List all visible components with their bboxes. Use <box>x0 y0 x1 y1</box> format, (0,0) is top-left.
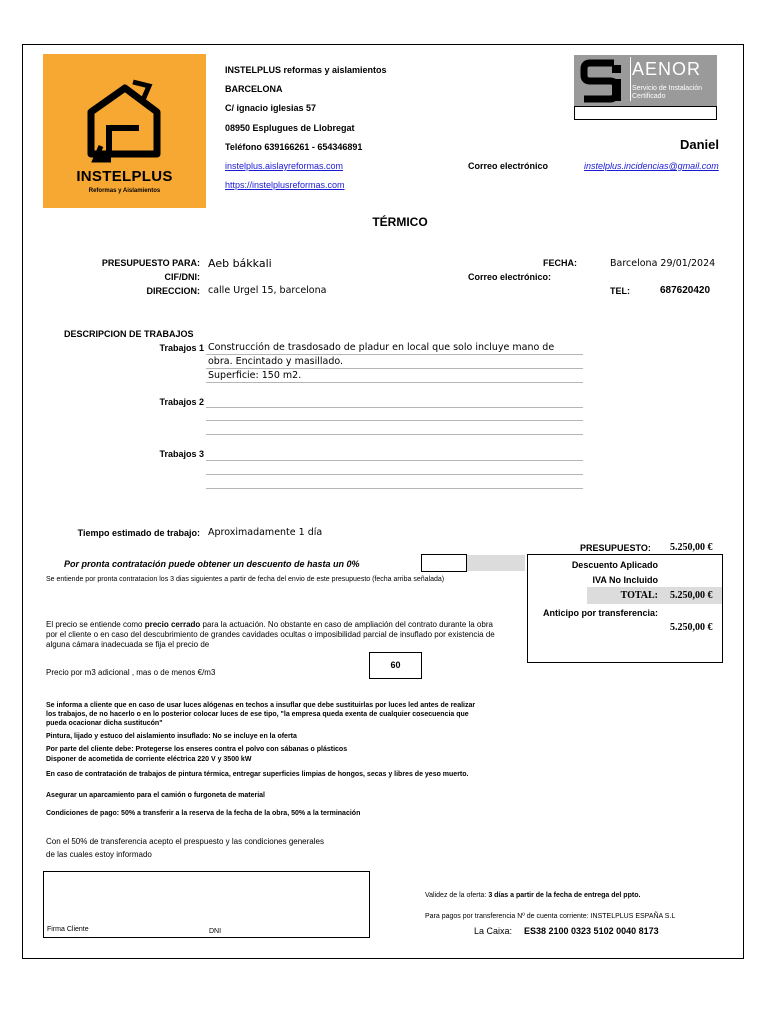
signature-box[interactable] <box>43 871 370 938</box>
condition-led-2: los trabajos, de no hacerlo o en lo posterior colocar luces de ese tipo, "la empresa queda exenta de cualquier cosecuencia que <box>46 711 469 718</box>
vat-label: IVA No Incluido <box>592 575 658 585</box>
condition-thermal-paint: En caso de contratación de trabajos de pintura térmica, entregar superficies limpias de hongos, secas y libres de yeso muerto. <box>46 771 469 778</box>
m3-price-label: Precio por m3 adicional , mas o de menos €/m3 <box>46 668 216 677</box>
budget-label: PRESUPUESTO: <box>580 543 651 553</box>
date-value: Barcelona 29/01/2024 <box>610 258 716 269</box>
company-logo <box>43 54 206 208</box>
advance-value: 5.250,00 € <box>670 622 713 633</box>
price-terms-line2: por el cliente o en caso del descubrimiento de grandes cavidades ocultas o imposibilidad parcial de insuflado por existencia de <box>46 630 495 639</box>
logo-title: INSTELPLUS <box>76 168 173 185</box>
works-3-rule <box>206 488 583 489</box>
budget-for-label: PRESUPUESTO PARA: <box>101 258 200 268</box>
works-1-label: Trabajos 1 <box>159 343 204 353</box>
cif-label: CIF/DNI: <box>164 272 200 282</box>
works-2-rule <box>206 420 583 421</box>
works-3-rule <box>206 460 583 461</box>
condition-parking: Asegurar un aparcamiento para el camión o furgoneta de material <box>46 792 266 799</box>
iban-value: ES38 2100 0323 5102 0040 8173 <box>524 926 659 936</box>
acceptance-line1: Con el 50% de transferencia acepto el prespuesto y las condiciones generales <box>46 837 324 846</box>
discount-input-box[interactable] <box>421 554 467 572</box>
house-recycle-icon <box>83 76 167 164</box>
discount-applied-label: Descuento Aplicado <box>571 560 658 570</box>
discount-note: Se entiende por pronta contratacion los 3 dias siguientes a partir de fecha del envio de este presupuesto (fecha arriba señalada) <box>46 576 445 583</box>
price-terms-line3: alguna cámara inadecuada se fija el precio de <box>46 640 210 649</box>
works-1-rule <box>206 354 583 355</box>
discount-shade <box>467 555 525 571</box>
price-terms-line1: El precio se entiende como precio cerrado para la actuación. No obstante en caso de ampliación del contrato durante la obra <box>46 620 493 629</box>
aenor-brand: AENOR <box>632 59 702 79</box>
offer-validity: Validez de la oferta: 3 días a partir de la fecha de entrega del ppto. <box>425 892 641 899</box>
company-email-value[interactable]: instelplus.incidencias@gmail.com <box>584 161 719 171</box>
works-1-rule <box>206 368 583 369</box>
company-phone: Teléfono 639166261 - 654346891 <box>225 142 363 152</box>
works-2-rule <box>206 407 583 408</box>
condition-led-3: pueda ocacionar dicha sustitucón" <box>46 720 163 727</box>
tel-label: TEL: <box>610 286 630 296</box>
logo-subtitle: Reformas y Aislamientos <box>88 188 161 194</box>
condition-protect: Por parte del cliente debe: Protegerse los enseres contra el polvo con sábanas o plásticos <box>46 746 348 753</box>
total-value: 5.250,00 € <box>670 590 713 601</box>
bank-account-info: Para pagos por transferencia Nº de cuenta corriente: INSTELPLUS ESPAÑA S.L <box>425 913 676 920</box>
client-email-label: Correo electrónico: <box>468 272 552 282</box>
discount-offer: Por pronta contratación puede obtener un descuento de hasta un 0% <box>64 559 360 569</box>
company-city: BARCELONA <box>225 84 283 94</box>
total-label: TOTAL: <box>620 590 658 601</box>
condition-power: Disponer de acometida de corriente eléctrica 220 V y 3500 kW <box>46 756 252 763</box>
document-title: TÉRMICO <box>372 215 428 229</box>
signature-label: Firma Cliente <box>47 926 89 933</box>
works-1-line3: Superficie: 150 m2. <box>208 370 302 381</box>
m3-price-value[interactable]: 60 <box>369 652 422 679</box>
address-label: DIRECCION: <box>146 286 200 296</box>
works-2-rule <box>206 434 583 435</box>
works-3-rule <box>206 474 583 475</box>
company-name: INSTELPLUS reformas y aislamientos <box>225 65 387 75</box>
aenor-certification-logo <box>574 55 717 106</box>
dni-label: DNI <box>209 928 222 935</box>
condition-painting: Pintura, lijado y estuco del aislamiento insuflado: No se incluye en la oferta <box>46 733 297 740</box>
aenor-line1: Servicio de Instalación <box>632 85 703 92</box>
works-heading: DESCRIPCION DE TRABAJOS <box>64 329 194 339</box>
works-1-line1: Construcción de trasdosado de pladur en local que solo incluye mano de <box>208 342 555 353</box>
condition-payment: Condiciones de pago: 50% a transferir a la reserva de la fecha de la obra, 50% a la terminación <box>46 810 361 817</box>
company-email-link[interactable]: instelplus.aislayreformas.com <box>225 161 344 171</box>
works-1-line2: obra. Encintado y masillado. <box>208 356 344 367</box>
aenor-empty-box <box>574 106 717 120</box>
works-3-label: Trabajos 3 <box>159 449 204 459</box>
client-name: Aeb bákkali <box>208 257 272 270</box>
date-label: FECHA: <box>543 258 577 268</box>
budget-value: 5.250,00 € <box>670 542 713 553</box>
advance-label: Anticipo por transferencia: <box>542 608 658 618</box>
acceptance-line2: de las cuales estoy informado <box>46 850 152 859</box>
client-address: calle Urgel 15, barcelona <box>208 285 327 296</box>
company-postal: 08950 Esplugues de Llobregat <box>225 123 355 133</box>
works-2-label: Trabajos 2 <box>159 397 204 407</box>
company-street: C/ ignacio iglesias 57 <box>225 103 317 113</box>
contact-name: Daniel <box>680 137 720 152</box>
tel-value: 687620420 <box>660 285 711 296</box>
aenor-si-mark-icon <box>580 59 626 103</box>
condition-led-1: Se informa a cliente que en caso de usar luces alógenas en techos a insuflar que debe sustituirlas por luces led antes de realizar <box>46 702 476 709</box>
bank-name: La Caixa: <box>474 926 513 936</box>
company-web-link[interactable]: https://instelplusreformas.com <box>225 180 345 190</box>
aenor-line2: Certificado <box>632 93 666 100</box>
time-value: Aproximadamente 1 día <box>208 527 323 538</box>
time-label: Tiempo estimado de trabajo: <box>77 528 200 538</box>
works-1-rule <box>206 382 583 383</box>
company-email-label: Correo electrónico <box>468 161 549 171</box>
